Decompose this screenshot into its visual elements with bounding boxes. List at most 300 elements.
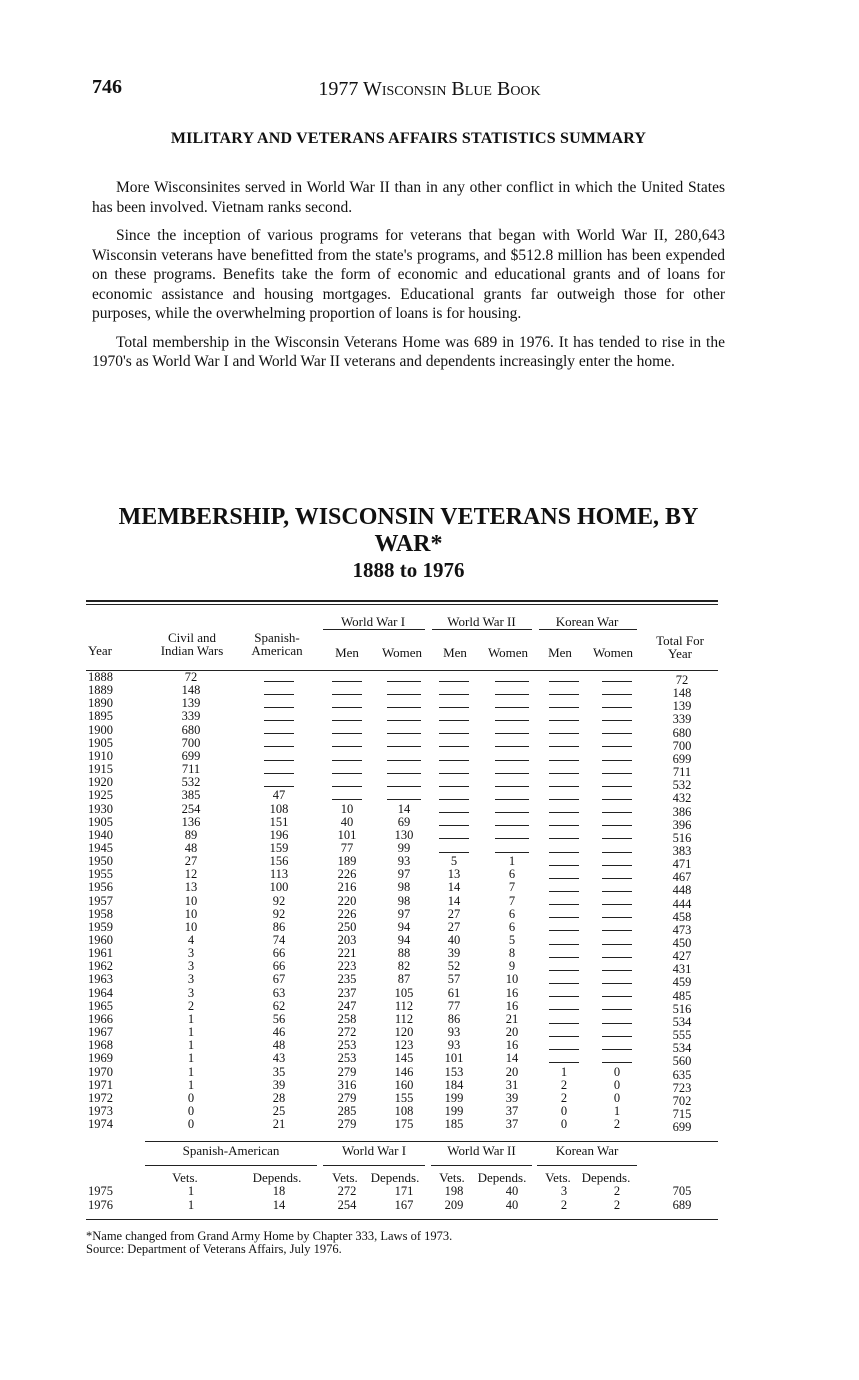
cell-spanish: 66 [272,946,286,961]
cell-spanish [234,750,324,763]
cell-kor-men [544,737,584,750]
cell-wwii-women: 37 [505,1103,519,1118]
cell-civil: 0 [187,1103,195,1118]
cell-total: 723 [672,1080,692,1095]
table-row [86,906,718,924]
empty-dash [264,720,294,721]
cell-wwi-men: 253 [337,1051,357,1066]
cell-wwi-men: 226 [337,867,357,882]
cell-wwi-men [327,724,367,737]
cell-kor-men [544,1026,584,1039]
empty-dash [549,904,579,905]
cell-kor-women [594,750,640,763]
empty-dash [602,852,632,853]
cell-kor-men [544,1052,584,1065]
empty-dash [387,681,421,682]
header-wwi-women: Women [381,645,423,660]
empty-dash [439,733,469,734]
cell-wwi-women [381,750,427,763]
empty-dash [602,983,632,984]
table-row [86,827,718,845]
cell-wwi-women: 130 [394,827,414,842]
empty-dash [602,707,632,708]
empty-dash [602,720,632,721]
cell-wwii-women [488,710,536,723]
cell-spanish: 86 [272,919,286,934]
empty-dash [549,838,579,839]
cell-kor-men [544,1039,584,1052]
cell-spanish: 92 [272,893,286,908]
empty-dash [602,957,632,958]
empty-dash [495,733,529,734]
cell-wwii-men: 198 [444,1184,464,1198]
cell-kor-women [594,960,640,973]
table-row [86,670,718,687]
lower-section-rule [145,1141,718,1142]
cell-wwi-men: 272 [337,1184,357,1198]
cell-kor-women [594,842,640,855]
cell-total: 431 [672,962,692,977]
cell-kor-women [594,908,640,921]
cell-kor-women [594,934,640,947]
cell-year: 1974 [88,1117,113,1132]
cell-year: 1972 [88,1090,113,1105]
cell-wwi-women: 88 [397,946,411,961]
paragraph-3: Total membership in the Wisconsin Veterans Home was 689 in 1976. It has tended to rise in the 1970's as World War I and World War II veterans and dependents increasingly enter the home. [92,333,725,370]
cell-kor-women [594,684,640,697]
cell-wwi-men [327,684,367,697]
empty-dash [549,970,579,971]
cell-year: 1963 [88,972,113,987]
cell-wwii-men: 185 [444,1117,464,1132]
header-korean-line [539,629,637,630]
empty-dash [602,825,632,826]
empty-dash [495,773,529,774]
cell-wwii-men: 184 [444,1077,464,1092]
header-total-1: Total For [656,633,704,648]
cell-wwi-women: 145 [394,1051,414,1066]
cell-spanish: 196 [269,827,289,842]
cell-year: 1915 [88,762,113,777]
cell-spanish: 92 [272,906,286,921]
cell-total: 458 [672,909,692,924]
cell-spanish: 39 [272,1077,286,1092]
cell-spanish: 47 [272,788,286,803]
cell-year: 1925 [88,788,113,803]
cell-wwii-men: 199 [444,1103,464,1118]
cell-kor-men [544,776,584,789]
cell-total: 432 [672,791,692,806]
empty-dash [549,799,579,800]
cell-year: 1955 [88,867,113,882]
cell-wwii-men: 5 [450,854,458,869]
intro-text [92,178,725,381]
cell-wwii-women: 7 [508,893,516,908]
cell-kor-women [594,1052,640,1065]
cell-wwi-women: 98 [397,893,411,908]
cell-kor-women [594,724,640,737]
cell-wwii-women [488,789,536,802]
empty-dash [549,720,579,721]
cell-year: 1930 [88,801,113,816]
cell-wwii-men [434,710,474,723]
header-korean: Korean War [555,614,619,629]
cell-wwi-women: 146 [394,1064,414,1079]
cell-year: 1890 [88,696,113,711]
cell-kor-men [544,1013,584,1026]
table-row [86,762,718,780]
empty-dash [387,746,421,747]
empty-dash [602,917,632,918]
header-year: Year [88,643,112,658]
cell-year: 1962 [88,959,113,974]
cell-year: 1970 [88,1064,113,1079]
cell-wwii-women [488,737,536,750]
empty-dash [549,917,579,918]
cell-wwii-men [434,803,474,816]
empty-dash [602,746,632,747]
empty-dash [495,812,529,813]
empty-dash [602,694,632,695]
paragraph-2: Since the inception of various programs for veterans that began with World War II, 280,643 Wisconsin veterans have benefitted from the state's programs, and $512.8 million has been expended on these programs. Benefits take the form of economic and educational grants and of loans for economic assistance and housing mortgages. Educational grants far outweigh those for other purposes, while the overwhelming proportion of loans is for housing. [92,227,725,322]
empty-dash [495,760,529,761]
empty-dash [549,681,579,682]
cell-total: 450 [672,936,692,950]
cell-kor-men [544,868,584,881]
cell-wwii-women: 6 [508,867,516,882]
cell-wwi-women [381,684,427,697]
lower-header-spanish: Spanish-American [182,1143,280,1158]
cell-spanish: 46 [272,1025,286,1040]
cell-wwi-men: 272 [337,1025,357,1040]
cell-kor-men [544,829,584,842]
cell-kor-women [594,868,640,881]
empty-dash [549,891,579,892]
cell-wwi-women: 160 [394,1077,414,1092]
cell-total: 148 [672,686,692,701]
cell-year: 1895 [88,709,113,724]
empty-dash [264,746,294,747]
cell-spanish: 35 [272,1064,286,1079]
cell-wwi-men [327,710,367,723]
cell-kor-men [544,803,584,816]
cell-spanish: 74 [272,933,286,947]
empty-dash [332,786,362,787]
cell-wwi-men: 216 [337,880,357,895]
table-row [86,1199,718,1212]
table-row [86,985,718,1003]
empty-dash [439,760,469,761]
table-subtitle: 1888 to 1976 [352,558,465,582]
cell-wwii-men: 86 [447,1011,461,1026]
cell-spanish: 43 [272,1051,286,1066]
cell-wwi-men: 221 [337,946,357,961]
lower-header-korean-vets: Vets. [545,1170,571,1185]
cell-kor-women: 1 [613,1103,621,1118]
empty-dash [602,1009,632,1010]
cell-spanish: 21 [272,1117,286,1132]
empty-dash [439,773,469,774]
cell-civil: 3 [187,959,195,974]
cell-wwii-men: 27 [447,906,461,921]
cell-total: 555 [672,1028,692,1043]
empty-dash [602,1049,632,1050]
empty-dash [602,996,632,997]
cell-civil: 10 [184,906,198,921]
cell-civil: 1 [187,1184,195,1198]
cell-total: 473 [672,922,692,937]
cell-wwii-women: 6 [508,906,516,921]
empty-dash [549,852,579,853]
empty-dash [549,1062,579,1063]
cell-wwi-women: 123 [394,1038,414,1053]
empty-dash [439,852,469,853]
page-number: 746 [92,76,122,98]
cell-wwi-men: 279 [337,1090,357,1105]
empty-dash [332,760,362,761]
table-row [86,1077,718,1095]
empty-dash [439,707,469,708]
empty-dash [602,878,632,879]
empty-dash [549,957,579,958]
cell-year: 1920 [88,775,113,790]
cell-civil: 1 [187,1038,195,1053]
lower-header-wwi: World War I [341,1143,407,1158]
cell-spanish: 66 [272,959,286,974]
cell-wwii-men: 14 [447,893,461,908]
header-korean-men: Men [548,645,572,660]
cell-total: 139 [672,699,692,714]
lower-header-korean-line [537,1165,637,1166]
cell-wwii-women: 8 [508,946,516,961]
cell-wwii-women: 20 [505,1064,519,1079]
cell-kor-women [594,816,640,829]
cell-wwii-women: 21 [505,1011,519,1026]
empty-dash [549,996,579,997]
cell-kor-men [544,789,584,802]
running-head: 1977 Wisconsin Blue Book [318,78,541,100]
header-wwii: World War II [447,614,516,629]
cell-kor-women: 2 [613,1184,621,1198]
cell-wwi-women [381,763,427,776]
cell-wwi-men: 101 [337,827,357,842]
cell-kor-women [594,803,640,816]
empty-dash [332,773,362,774]
cell-spanish: 100 [269,880,289,895]
cell-wwi-women: 105 [394,985,414,1000]
cell-year: 1973 [88,1103,113,1118]
cell-civil: 3 [187,946,195,961]
cell-civil: 1 [187,1064,195,1079]
cell-spanish [234,763,324,776]
cell-civil: 1 [187,1025,195,1040]
header-wwii-women: Women [487,645,529,660]
header-wwii-men: Men [443,645,467,660]
section-title: MILITARY AND VETERANS AFFAIRS STATISTICS SUMMARY [170,130,647,147]
empty-dash [602,1023,632,1024]
empty-dash [602,760,632,761]
cell-wwii-men [434,697,474,710]
empty-dash [439,786,469,787]
empty-dash [387,786,421,787]
cell-kor-women [594,881,640,894]
cell-wwi-women: 94 [397,933,411,947]
cell-wwii-men: 13 [447,867,461,882]
cell-kor-women: 0 [613,1090,621,1105]
cell-wwi-men: 203 [337,933,357,947]
cell-kor-men: 2 [560,1077,568,1092]
cell-civil: 3 [187,985,195,1000]
empty-dash [602,799,632,800]
table-row [86,709,718,727]
cell-civil: 12 [184,867,198,882]
cell-year: 1968 [88,1038,113,1053]
lower-header-wwii: World War II [447,1143,516,1158]
empty-dash [264,681,294,682]
cell-civil: 532 [181,775,201,790]
empty-dash [602,865,632,866]
cell-kor-women [594,1039,640,1052]
empty-dash [332,694,362,695]
cell-wwi-men: 223 [337,959,357,974]
empty-dash [549,825,579,826]
cell-spanish [234,737,324,750]
table-row [86,1064,718,1082]
cell-year: 1959 [88,919,113,934]
empty-dash [549,733,579,734]
cell-kor-women [594,1026,640,1039]
cell-wwi-women: 120 [394,1025,414,1040]
cell-kor-men [544,987,584,1000]
cell-kor-women [594,987,640,1000]
cell-total: 635 [672,1067,692,1082]
empty-dash [602,733,632,734]
cell-kor-men [544,842,584,855]
empty-dash [332,799,362,800]
cell-year: 1966 [88,1011,113,1026]
cell-civil: 72 [184,670,198,684]
cell-kor-women [594,1000,640,1013]
table-row [86,1090,718,1108]
cell-wwii-men: 39 [447,946,461,961]
cell-kor-men [544,763,584,776]
cell-wwi-men [327,763,367,776]
cell-wwi-women: 97 [397,906,411,921]
cell-wwi-men: 77 [340,840,354,855]
header-korean-women: Women [592,645,634,660]
table-row [86,788,718,806]
cell-wwii-women: 14 [505,1051,519,1066]
empty-dash [439,825,469,826]
cell-year: 1975 [88,1184,113,1198]
lower-header-korean-depends: Depends. [581,1170,631,1185]
cell-total: 386 [672,804,692,819]
cell-wwi-men: 247 [337,998,357,1013]
cell-kor-men [544,960,584,973]
cell-wwii-women [488,842,536,855]
cell-year: 1888 [88,670,113,684]
cell-year: 1956 [88,880,113,895]
empty-dash [332,746,362,747]
cell-wwi-men: 226 [337,906,357,921]
cell-total: 427 [672,949,692,964]
cell-wwi-men: 10 [340,801,354,816]
cell-civil: 1 [187,1077,195,1092]
cell-civil: 148 [181,683,201,698]
cell-year: 1965 [88,998,113,1013]
cell-civil: 48 [184,840,198,855]
cell-wwi-women: 87 [397,972,411,987]
cell-total: 471 [672,857,692,872]
empty-dash [387,733,421,734]
cell-wwi-men: 220 [337,893,357,908]
cell-kor-women [594,855,640,868]
cell-civil: 1 [187,1011,195,1026]
cell-total: 383 [672,843,692,858]
cell-kor-men [544,697,584,710]
lower-header-wwii-line [431,1165,532,1166]
cell-wwii-women [488,829,536,842]
cell-wwi-men: 316 [337,1077,357,1092]
header-spanish-1: Spanish- [254,630,300,645]
cell-kor-women [594,1013,640,1026]
cell-kor-men: 2 [560,1197,568,1212]
cell-total: 680 [672,725,692,740]
cell-kor-women [594,763,640,776]
cell-wwi-women: 171 [394,1184,414,1198]
header-total-2: Year [668,646,692,661]
empty-dash [602,970,632,971]
cell-wwii-women: 20 [505,1025,519,1040]
cell-total: 702 [672,1093,692,1108]
empty-dash [495,694,529,695]
cell-wwii-men: 93 [447,1038,461,1053]
cell-wwii-women: 37 [505,1117,519,1132]
cell-spanish [234,697,324,710]
cell-civil: 2 [187,998,195,1013]
cell-wwii-women [488,803,536,816]
table-row [86,998,718,1016]
cell-wwi-women [381,671,427,684]
empty-dash [602,944,632,945]
cell-kor-men [544,881,584,894]
cell-kor-men: 1 [560,1064,568,1079]
empty-dash [549,930,579,931]
table-row [86,748,718,766]
cell-wwii-men [434,671,474,684]
cell-spanish: 25 [272,1103,286,1118]
cell-wwi-men: 279 [337,1064,357,1079]
cell-wwii-women [488,776,536,789]
header-spanish-2: American [251,643,303,658]
empty-dash [264,773,294,774]
cell-year: 1969 [88,1051,113,1066]
table-row [86,683,718,701]
empty-dash [549,1049,579,1050]
cell-spanish: 18 [272,1184,286,1198]
cell-civil: 339 [181,709,201,724]
cell-wwi-men [327,671,367,684]
cell-year: 1910 [88,748,113,763]
cell-wwii-men: 101 [444,1051,464,1066]
cell-wwi-women [381,789,427,802]
cell-total: 448 [672,883,692,898]
empty-dash [602,930,632,931]
cell-kor-women [594,895,640,908]
cell-spanish: 156 [269,854,289,869]
cell-kor-men [544,1000,584,1013]
cell-total: 534 [672,1041,692,1056]
